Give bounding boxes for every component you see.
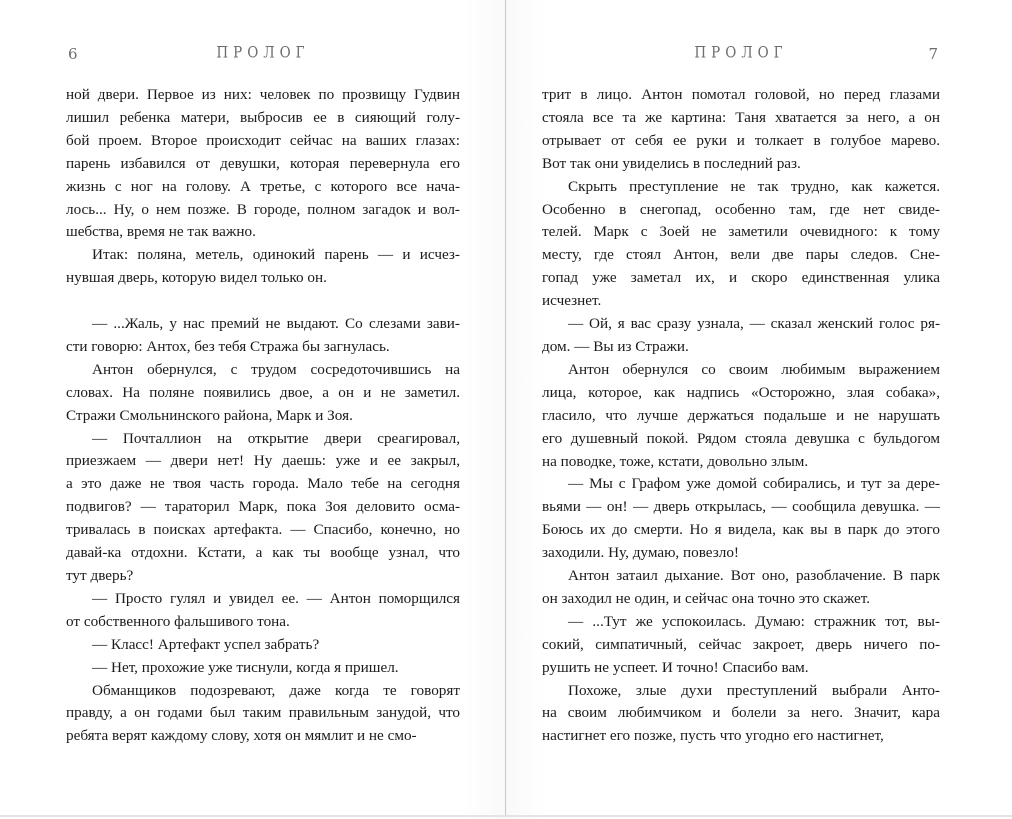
text-line: жизнь с ног на голову. А третье, с которого все нача- [66,177,460,195]
text-line: гласило, что лучше держаться подальше и не нарушать [542,406,940,424]
paragraph [66,84,460,244]
text-line: исчезнет. [542,292,602,310]
scene-break [66,290,460,313]
text-line: Боюсь их до смерти. Но я видела, как вы в парк до этого [542,521,940,539]
paragraph [542,313,940,359]
page-body-right [542,84,940,748]
page-right[interactable] [506,0,1012,819]
text-line: нувшая дверь, которую видел только он. [66,269,327,287]
text-line: словах. На поляне появились двое, а он и не заметил. [66,383,460,401]
text-line: тривалась в поисках артефакта. — Спасибо, конечно, но [66,521,460,539]
text-line: его душевный покой. Рядом стояла девушка с бульдогом [542,429,940,447]
text-line: правду, а он годами был таким правильным занудой, что [66,704,460,722]
text-line: сти говорю: Антох, без тебя Стража бы загнулась. [66,337,390,355]
paragraph [542,176,940,313]
text-line: бой проем. Второе происходит сейчас на ваших глазах: [66,131,460,149]
text-line: ной двери. Первое из них: человек по прозвищу Гудвин [66,86,460,103]
text-line: Стражи Смольнинского района, Марк и Зоя. [66,406,353,424]
text-line: трит в лицо. Антон помотал головой, но перед глазами [542,86,940,103]
text-line: телей. Марк с Зоей не заметили очевидного: к тому [542,223,940,241]
paragraph [542,473,940,565]
text-line: шебства, время не так важно. [66,223,256,241]
text-line: гопад уже заметал их, и скоро единственная улика [542,269,940,287]
text-line: стояла все та же картина: Таня хватается за него, а он [542,108,940,126]
running-title-left: ПРОЛОГ [216,43,310,63]
text-line: Похоже, злые духи преступлений выбрали Анто- [568,681,940,699]
text-line: вьями — он! — дверь открылась, — сообщила девушка. — [542,498,940,516]
paragraph [66,244,460,290]
text-line: лишил ребенка матери, выбросив ее в сияющий голу- [66,108,460,126]
text-line: рушить не успеет. И точно! Спасибо вам. [542,658,809,676]
text-line: он заходил не один, и сейчас она точно это скажет. [542,589,871,607]
paragraph [542,565,940,611]
text-line: Вот так они увиделись в последний раз. [542,154,801,172]
page-number-right: 7 [928,45,938,63]
text-line: от собственного фальшивого тона. [66,612,290,630]
text-line: ребята верят каждому слову, хотя он мямлит и не смо- [66,727,417,745]
text-line: сокий, симпатичный, сейчас закроет, дверь ничего по- [542,635,940,653]
text-line: Антон обернулся, с трудом сосредоточившись на [92,360,460,378]
text-line: отрывает от себя ее руки и толкает в голубое марево. [542,131,940,149]
page-number-left: 6 [68,45,78,63]
paragraph [66,634,460,657]
running-title-right: ПРОЛОГ [694,43,788,63]
text-line: а это даже не твоя часть города. Мало тебе на сегодня [66,475,460,493]
text-line: лица, которое, как надпись «Осторожно, злая собака», [542,383,940,401]
text-line: Скрыть преступление не так трудно, как кажется. [568,177,940,195]
text-line: — Почталлион на открытие двери среагировал, [92,429,460,447]
text-line: — Мы с Графом уже домой собирались, и тут за дере- [568,475,940,493]
text-line: — Просто гулял и увидел ее. — Антон поморщился [92,589,460,607]
text-line: Антон обернулся со своим любимым выражением [568,360,940,378]
text-line: — Нет, прохожие уже тиснули, когда я пришел. [92,658,399,676]
paragraph [66,359,460,428]
paragraph [66,680,460,749]
text-line: — ...Тут же успокоилась. Думаю: стражник тот, вы- [568,612,940,630]
text-line: месту, где стоял Антон, вели две пары следов. Сне- [542,246,940,264]
text-line: — Ой, я вас сразу узнала, — сказал женский голос ря- [568,315,940,333]
text-line: давай-ка отдохни. Кстати, а как ты вообще узнал, что [66,544,460,562]
paragraph [542,611,940,680]
paragraph [66,657,460,680]
text-line: на поводке, тоже, кстати, довольно злым. [542,452,809,470]
paragraph [542,359,940,474]
paragraph [66,428,460,588]
text-line: приезжаем — двери нет! Ну даешь: уже и ее закрыл, [66,452,460,470]
text-line: Итак: поляна, метель, одинокий парень — и исчез- [92,246,460,264]
text-line: дом. — Вы из Стражи. [542,337,689,355]
text-line: Антон затаил дыхание. Вот оно, разоблачение. В парк [568,567,940,585]
text-line: парень избавился от девушки, которая перевернула его [66,154,460,172]
text-line: Обманщиков подозревают, даже когда те говорят [92,681,460,699]
running-header-left [66,45,460,65]
text-line: настигнет его позже, пусть что угодно его настигнет, [542,727,884,745]
paragraph [542,84,940,176]
paragraph [542,680,940,749]
text-line: лось... Ну, о нем позже. В городе, полном загадок и вол- [66,200,460,218]
text-line: заходили. Ну, думаю, повезло! [542,544,739,562]
text-line: на своим любимчиком и болели за него. Значит, кара [542,704,940,722]
text-line: тут дверь? [66,567,134,585]
text-line: — ...Жаль, у нас премий не выдают. Со слезами зави- [92,315,460,333]
paragraph [66,588,460,634]
page-body-left [66,84,460,748]
text-line: Особенно в снегопад, особенно там, где нет свиде- [542,200,940,218]
paragraph [66,313,460,359]
running-header-right [542,45,940,65]
text-line: — Класс! Артефакт успел забрать? [92,635,320,653]
text-line: подвигов? — тараторил Марк, пока Зоя деловито осма- [66,498,460,516]
